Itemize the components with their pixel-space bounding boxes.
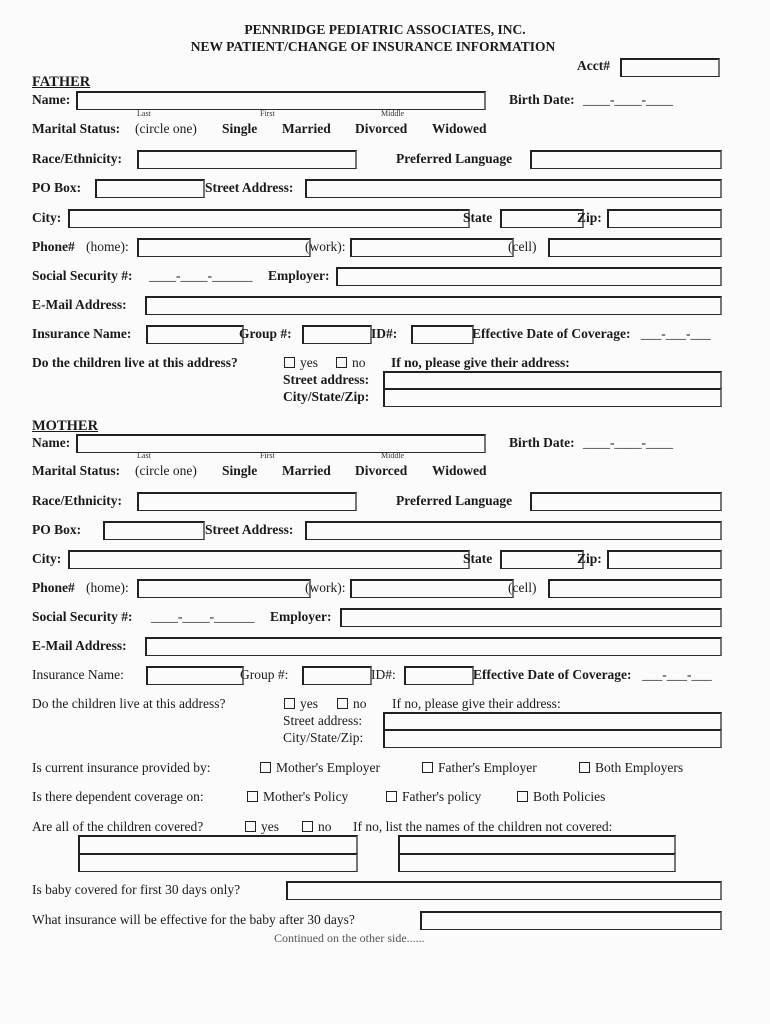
- father-id-input[interactable]: [411, 325, 474, 344]
- mother-ins-label: Insurance Name:: [32, 667, 124, 682]
- mother-middle-caption: Middle: [381, 451, 405, 460]
- mother-city-input[interactable]: [68, 550, 470, 569]
- mother-marital-widowed[interactable]: Widowed: [432, 463, 487, 478]
- father-live-question: Do the children live at this address?: [32, 355, 238, 370]
- father-city-label: City:: [32, 210, 62, 225]
- baby-question: Is baby covered for first 30 days only?: [32, 882, 241, 897]
- mother-eff-blank[interactable]: ___-___-___: [642, 667, 712, 682]
- checkbox-icon: [284, 357, 295, 368]
- continued-note: Continued on the other side......: [274, 931, 425, 945]
- mother-marital-hint: (circle one): [135, 463, 197, 478]
- covered-no[interactable]: [302, 819, 332, 835]
- father-pobox-label: PO Box:: [32, 180, 82, 195]
- not-covered-name-4[interactable]: [398, 853, 676, 872]
- father-pobox-input[interactable]: [95, 179, 205, 198]
- checkbox-icon: [517, 791, 528, 802]
- mother-live-yes[interactable]: [284, 696, 318, 712]
- mother-group-input[interactable]: [302, 666, 372, 685]
- father-employer-input[interactable]: [336, 267, 722, 286]
- mother-marital-label: Marital Status:: [32, 463, 121, 478]
- father-first-caption: First: [260, 109, 275, 118]
- dependent-mother-label: Mother's Policy: [263, 789, 349, 804]
- checkbox-icon: [247, 791, 258, 802]
- mother-id-input[interactable]: [404, 666, 474, 685]
- father-marital-label: Marital Status:: [32, 121, 121, 136]
- mother-home-label: (home):: [86, 580, 129, 595]
- father-marital-widowed[interactable]: Widowed: [432, 121, 487, 136]
- checkbox-icon: [422, 762, 433, 773]
- mother-birth-label: Birth Date:: [509, 435, 575, 450]
- father-zip-input[interactable]: [607, 209, 722, 228]
- mother-marital-married[interactable]: Married: [282, 463, 331, 478]
- father-ins-label: Insurance Name:: [32, 326, 132, 341]
- father-last-caption: Last: [137, 109, 151, 118]
- dependent-father[interactable]: [386, 789, 481, 805]
- father-phone-label: Phone#: [32, 239, 75, 254]
- father-group-input[interactable]: [302, 325, 372, 344]
- covered-question: Are all of the children covered?: [32, 819, 204, 834]
- mother-live-no-label: no: [353, 696, 367, 711]
- not-covered-name-2[interactable]: [398, 835, 676, 854]
- dependent-mother[interactable]: [247, 789, 348, 805]
- mother-street-input[interactable]: [305, 521, 722, 540]
- father-ins-input[interactable]: [146, 325, 244, 344]
- mother-cell-input[interactable]: [548, 579, 722, 598]
- checkbox-icon: [302, 821, 313, 832]
- mother-email-input[interactable]: [145, 637, 722, 656]
- covered-yes[interactable]: [245, 819, 279, 835]
- father-street-input[interactable]: [305, 179, 722, 198]
- father-street-label: Street Address:: [205, 180, 294, 195]
- checkbox-icon: [284, 698, 295, 709]
- father-race-input[interactable]: [137, 150, 357, 169]
- father-lang-label: Preferred Language: [396, 151, 513, 166]
- father-csz-input[interactable]: [383, 388, 722, 407]
- father-live-yes[interactable]: [284, 355, 318, 371]
- mother-cell-label: (cell): [508, 580, 537, 595]
- mother-race-label: Race/Ethnicity:: [32, 493, 122, 508]
- mother-live-no[interactable]: [337, 696, 367, 712]
- father-state-label: State: [463, 210, 493, 225]
- mother-marital-divorced[interactable]: Divorced: [355, 463, 408, 478]
- mother-work-input[interactable]: [350, 579, 514, 598]
- father-lang-input[interactable]: [530, 150, 722, 169]
- father-ssn-blank[interactable]: ____-____-______: [149, 268, 253, 283]
- mother-heading: MOTHER: [32, 418, 99, 434]
- mother-home-input[interactable]: [137, 579, 311, 598]
- mother-employer-label: Employer:: [270, 609, 332, 624]
- father-street2-label: Street address:: [283, 372, 370, 387]
- mother-state-input[interactable]: [500, 550, 584, 569]
- mother-city-label: City:: [32, 551, 62, 566]
- father-csz-label: City/State/Zip:: [283, 389, 370, 404]
- father-live-no[interactable]: [336, 355, 366, 371]
- mother-group-label: Group #:: [240, 667, 289, 682]
- mother-csz-label: City/State/Zip:: [283, 730, 364, 745]
- after-input[interactable]: [420, 911, 722, 930]
- mother-last-caption: Last: [137, 451, 151, 460]
- acct-label: Acct#: [577, 58, 610, 73]
- mother-ssn-label: Social Security #:: [32, 609, 133, 624]
- father-eff-blank[interactable]: ___-___-___: [641, 326, 711, 341]
- mother-eff-label: Effective Date of Coverage:: [473, 667, 632, 682]
- mother-employer-input[interactable]: [340, 608, 722, 627]
- father-state-input[interactable]: [500, 209, 584, 228]
- dependent-question: Is there dependent coverage on:: [32, 789, 204, 804]
- checkbox-icon: [260, 762, 271, 773]
- mother-ifno-text: If no, please give their address:: [392, 696, 561, 711]
- mother-birth-blank[interactable]: ____-____-____: [583, 435, 673, 450]
- after-question: What insurance will be effective for the baby after 30 days?: [32, 912, 355, 927]
- father-live-yes-label: yes: [300, 355, 318, 370]
- covered-ifno-text: If no, list the names of the children not covered:: [353, 819, 613, 834]
- father-home-input[interactable]: [137, 238, 311, 257]
- not-covered-name-3[interactable]: [78, 853, 358, 872]
- father-birth-blank[interactable]: ____-____-____: [583, 92, 673, 107]
- father-city-input[interactable]: [68, 209, 470, 228]
- dependent-both[interactable]: [517, 789, 605, 805]
- mother-lang-label: Preferred Language: [396, 493, 513, 508]
- provided-mother-label: Mother's Employer: [276, 760, 381, 775]
- father-birth-label: Birth Date:: [509, 92, 575, 107]
- dependent-father-label: Father's policy: [402, 789, 482, 804]
- father-middle-caption: Middle: [381, 109, 405, 118]
- father-id-label: ID#:: [371, 326, 398, 341]
- org-name: PENNRIDGE PEDIATRIC ASSOCIATES, INC.: [244, 22, 526, 37]
- provided-both-label: Both Employers: [595, 760, 684, 775]
- mother-street2-label: Street address:: [283, 713, 363, 728]
- checkbox-icon: [336, 357, 347, 368]
- mother-name-label: Name:: [32, 435, 71, 450]
- father-cell-input[interactable]: [548, 238, 722, 257]
- father-employer-label: Employer:: [268, 268, 330, 283]
- mother-work-label: (work):: [305, 580, 346, 595]
- mother-first-caption: First: [260, 451, 275, 460]
- mother-state-label: State: [463, 551, 493, 566]
- father-eff-label: Effective Date of Coverage:: [472, 326, 631, 341]
- mother-pobox-input[interactable]: [103, 521, 205, 540]
- mother-id-label: ID#:: [371, 667, 396, 682]
- mother-lang-input[interactable]: [530, 492, 722, 511]
- father-marital-divorced[interactable]: Divorced: [355, 121, 408, 136]
- father-ifno-text: If no, please give their address:: [391, 355, 570, 370]
- mother-live-yes-label: yes: [300, 696, 318, 711]
- father-name-label: Name:: [32, 92, 71, 107]
- father-ssn-label: Social Security #:: [32, 268, 133, 283]
- baby-input[interactable]: [286, 881, 722, 900]
- mother-csz-input[interactable]: [383, 729, 722, 748]
- father-group-label: Group #:: [239, 326, 292, 341]
- father-marital-hint: (circle one): [135, 121, 197, 136]
- father-marital-married[interactable]: Married: [282, 121, 331, 136]
- father-heading: FATHER: [32, 74, 91, 90]
- mother-email-label: E-Mail Address:: [32, 638, 127, 653]
- father-email-input[interactable]: [145, 296, 722, 315]
- father-home-label: (home):: [86, 239, 129, 254]
- mother-phone-label: Phone#: [32, 580, 75, 595]
- checkbox-icon: [579, 762, 590, 773]
- checkbox-icon: [245, 821, 256, 832]
- provided-father[interactable]: [422, 760, 537, 776]
- provided-mother[interactable]: [260, 760, 380, 776]
- father-cell-label: (cell): [508, 239, 537, 254]
- father-marital-single[interactable]: Single: [222, 121, 258, 136]
- provided-father-label: Father's Employer: [438, 760, 537, 775]
- provided-both[interactable]: [579, 760, 683, 776]
- father-zip-label: Zip:: [577, 210, 602, 225]
- not-covered-name-1[interactable]: [78, 835, 358, 854]
- mother-ins-input[interactable]: [146, 666, 244, 685]
- father-work-input[interactable]: [350, 238, 514, 257]
- father-live-no-label: no: [352, 355, 366, 370]
- form-title: NEW PATIENT/CHANGE OF INSURANCE INFORMATION: [190, 39, 556, 54]
- father-work-label: (work):: [305, 239, 346, 254]
- mother-marital-single[interactable]: Single: [222, 463, 258, 478]
- mother-race-input[interactable]: [137, 492, 357, 511]
- provided-question: Is current insurance provided by:: [32, 760, 211, 775]
- mother-pobox-label: PO Box:: [32, 522, 82, 537]
- checkbox-icon: [386, 791, 397, 802]
- checkbox-icon: [337, 698, 348, 709]
- acct-input[interactable]: [620, 58, 720, 77]
- mother-zip-input[interactable]: [607, 550, 722, 569]
- father-name-input[interactable]: [76, 91, 486, 110]
- father-race-label: Race/Ethnicity:: [32, 151, 122, 166]
- mother-ssn-blank[interactable]: ____-____-______: [151, 609, 255, 624]
- mother-zip-label: Zip:: [577, 551, 602, 566]
- mother-live-question: Do the children live at this address?: [32, 696, 226, 711]
- father-email-label: E-Mail Address:: [32, 297, 127, 312]
- covered-no-label: no: [318, 819, 332, 834]
- dependent-both-label: Both Policies: [533, 789, 606, 804]
- mother-street-label: Street Address:: [205, 522, 294, 537]
- covered-yes-label: yes: [261, 819, 279, 834]
